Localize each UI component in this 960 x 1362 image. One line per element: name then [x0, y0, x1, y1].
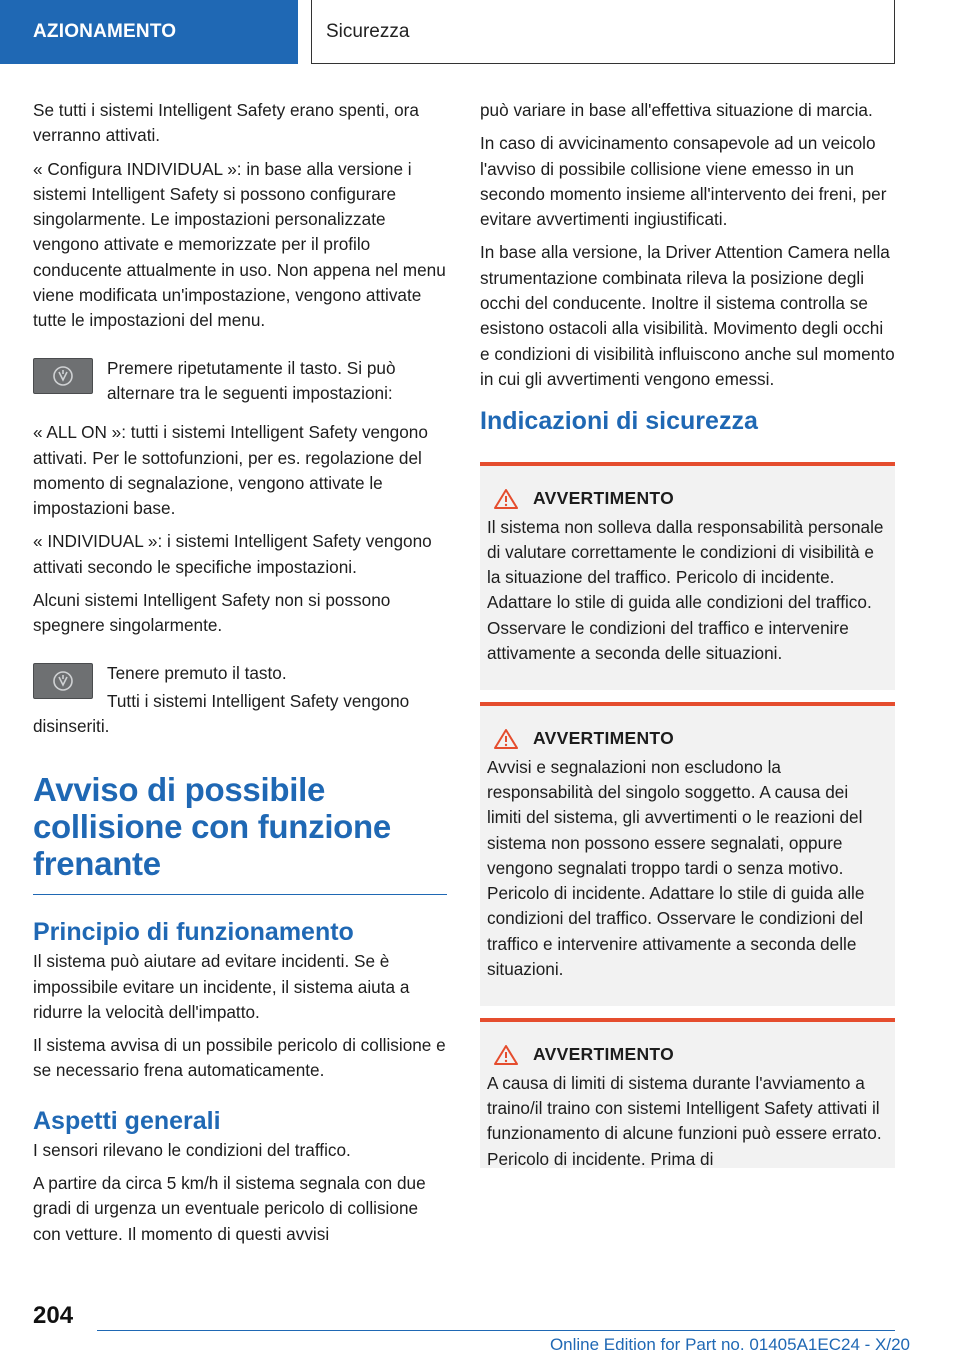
left-column	[33, 98, 447, 1255]
section-header	[311, 0, 895, 64]
edition-note: Online Edition for Part no. 01405A1EC24 - X/20	[549, 1335, 910, 1354]
paragraph: A partire da circa 5 km/h il sistema segnala con due gradi di urgenza un eventuale pericolo di collisione con vetture. Il momento di questi avvisi	[33, 1173, 426, 1244]
footer-divider	[97, 1330, 895, 1331]
paragraph: Tutti i sistemi Intelligent Safety vengono disinseriti.	[33, 690, 410, 736]
subsection-heading: Principio di funzionamento	[33, 918, 354, 947]
paragraph: In base alla versione, la Driver Attention Camera nella strumentazione combinata rileva la posizione degli occhi del conducente. Inoltre il sistema controlla se esistono ostacoli alla visibilità. Movimento degli occhi e condizioni di visibilità influiscono anche sul momento in cui gli avvertimenti vengono emessi.	[480, 242, 895, 389]
warning-title: AVVERTIMENTO	[533, 728, 675, 749]
button-instruction	[33, 356, 447, 415]
warning-box	[480, 462, 895, 690]
warning-title: AVVERTIMENTO	[533, 488, 675, 509]
paragraph: Il sistema avvisa di un possibile pericolo di collisione e se necessario frena automaticamente.	[33, 1035, 446, 1081]
warning-body: Il sistema non solleva dalla responsabilità personale di valutare correttamente le condizioni di visibilità e la situazione del traffico. Pericolo di incidente. Adattare lo stile di guida alle condizioni del traffico. Osservare le condizioni del traffico e intervenire attivamente a seconda delle situazioni.	[487, 516, 884, 664]
warning-triangle-icon	[493, 488, 519, 510]
paragraph: può variare in base all'effettiva situazione di marcia.	[480, 100, 873, 120]
page-number: 204	[33, 1302, 74, 1329]
paragraph: In caso di avvicinamento consapevole ad un veicolo l'avviso di possibile collisione viene emesso in un secondo momento insieme all'intervento dei freni, per evitare avvertimenti ingiustificati.	[480, 133, 887, 230]
warning-box	[480, 1018, 895, 1168]
paragraph: I sensori rilevano le condizioni del traffico.	[33, 1139, 351, 1160]
subsection-heading: Indicazioni di sicurezza	[480, 407, 758, 436]
paragraph: « INDIVIDUAL »: i sistemi Intelligent Safety vengono attivati secondo le specifiche impostazioni.	[33, 531, 432, 577]
chapter-title: AZIONAMENTO	[33, 21, 177, 42]
subsection-heading: Aspetti generali	[33, 1106, 221, 1135]
right-column	[480, 98, 895, 1180]
paragraph: Se tutti i sistemi Intelligent Safety erano spenti, ora verranno attivati.	[33, 100, 419, 146]
paragraph: Alcuni sistemi Intelligent Safety non si possono spegnere singolarmente.	[33, 590, 391, 636]
warning-box	[480, 702, 895, 1006]
intelligent-safety-button-icon	[33, 663, 93, 699]
warning-title: AVVERTIMENTO	[533, 1044, 675, 1065]
button-instruction-text: Premere ripetutamente il tasto. Si può alternare tra le seguenti impostazioni:	[107, 357, 396, 403]
warning-triangle-icon	[493, 1044, 519, 1066]
paragraph: « Configura INDIVIDUAL »: in base alla versione i sistemi Intelligent Safety si possono configurare singolarmente. Le impostazioni personalizzate vengono attivate e memorizzate per il profilo conducente attualmente in uso. Non appena nel menu viene modificata un'impostazione, vengono attivate tutte le impostazioni del menu.	[33, 158, 446, 331]
warning-triangle-icon	[493, 728, 519, 750]
intelligent-safety-button-icon	[33, 358, 93, 394]
section-heading: Avviso di possibile collisione con funzione frenante	[33, 771, 447, 895]
chapter-tab	[0, 0, 298, 64]
section-title: Sicurezza	[326, 20, 410, 42]
paragraph: « ALL ON »: tutti i sistemi Intelligent Safety vengono attivati. Per le sottofunzioni, per es. regolazione del momento di segnalazione, vengono attivate le impostazioni base.	[33, 422, 428, 519]
warning-body: A causa di limiti di sistema durante l'avviamento a traino/il traino con sistemi Intelligent Safety attivati il funzionamento di alcune funzioni può essere errato. Pericolo di incidente. Prima di	[487, 1072, 882, 1169]
paragraph: Il sistema può aiutare ad evitare incidenti. Se è impossibile evitare un incidente, il sistema aiuta a ridurre la velocità dell'impatto.	[33, 951, 410, 1022]
warning-body: Avvisi e segnalazioni non escludono la responsabilità del singolo soggetto. A causa dei limiti del sistema, gli avvertimenti o le reazioni del sistema non possono essere segnalati, oppure vengono segnalati troppo tardi o senza motivo. Pericolo di incidente. Adattare lo stile di guida alle condizioni del traffico. Osservare le condizioni del traffico e intervenire attivamente a seconda delle situazioni.	[487, 756, 865, 980]
button-instruction-text: Tenere premuto il tasto.	[107, 662, 287, 683]
